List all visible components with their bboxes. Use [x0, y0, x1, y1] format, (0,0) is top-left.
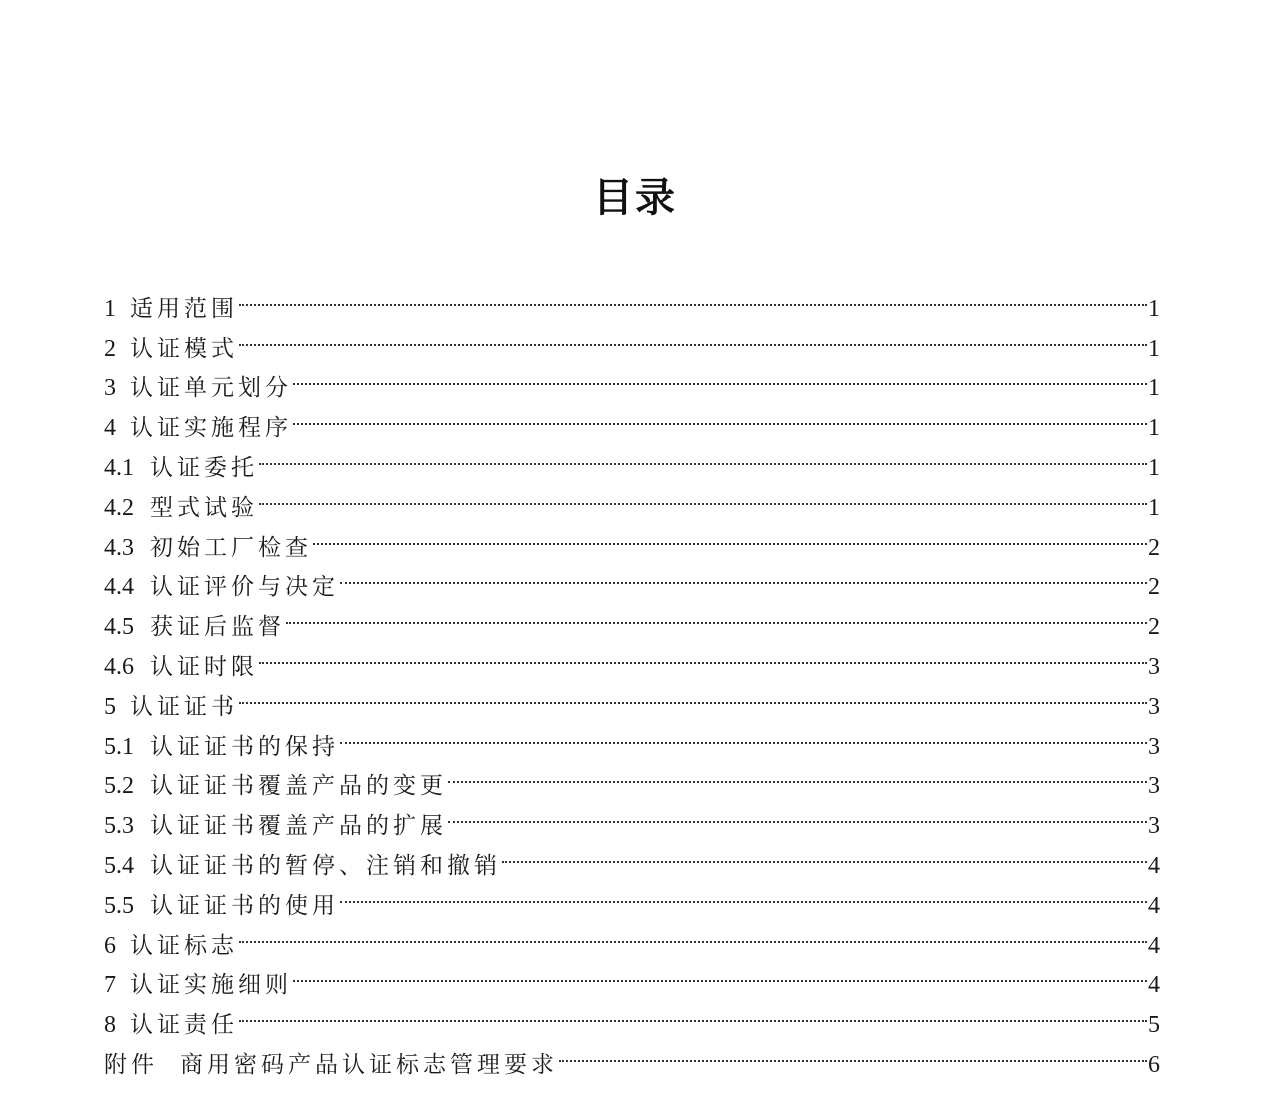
- section-number: 4.3: [104, 534, 134, 561]
- page-number: 6: [1148, 1051, 1160, 1078]
- dot-leader: [259, 435, 1147, 475]
- dot-leader: [313, 515, 1147, 555]
- toc-entry[interactable]: [104, 475, 1160, 521]
- page-number: 4: [1148, 972, 1160, 999]
- toc-entry[interactable]: [104, 674, 1160, 720]
- section-number: 1: [104, 295, 116, 322]
- dot-leader: [239, 316, 1147, 356]
- page-number: 1: [1148, 295, 1160, 322]
- section-number: 3: [104, 375, 116, 402]
- page-number: 2: [1148, 574, 1160, 601]
- section-number: 5.1: [104, 733, 134, 760]
- page-number: 1: [1148, 454, 1160, 481]
- section-title: 认证单元划分: [130, 375, 292, 402]
- section-number: 8: [104, 1012, 116, 1039]
- dot-leader: [340, 714, 1147, 754]
- section-number: 4.4: [104, 574, 134, 601]
- dot-leader: [293, 356, 1147, 396]
- toc-entry-annex[interactable]: [104, 1032, 1160, 1078]
- toc-entry[interactable]: [104, 714, 1160, 760]
- dot-leader: [239, 674, 1147, 714]
- section-number: 7: [104, 972, 116, 999]
- page-number: 2: [1148, 614, 1160, 641]
- section-title: 获证后监督: [150, 614, 285, 641]
- toc-entry[interactable]: [104, 913, 1160, 959]
- section-number: 4.1: [104, 454, 134, 481]
- dot-leader: [448, 754, 1147, 794]
- annex-title: 商用密码产品认证标志管理要求: [180, 1051, 558, 1078]
- toc-entry[interactable]: [104, 435, 1160, 481]
- page-number: 1: [1148, 375, 1160, 402]
- dot-leader: [259, 634, 1147, 674]
- dot-leader: [286, 594, 1147, 634]
- section-title: 适用范围: [130, 295, 238, 322]
- page-number: 4: [1148, 892, 1160, 919]
- toc-entry[interactable]: [104, 634, 1160, 680]
- section-number: 5: [104, 693, 116, 720]
- toc-entry[interactable]: [104, 992, 1160, 1039]
- dot-leader: [293, 395, 1147, 435]
- section-number: 5.2: [104, 773, 134, 800]
- section-title: 认证标志: [130, 932, 238, 959]
- toc-entry[interactable]: [104, 953, 1160, 999]
- page-number: 3: [1148, 773, 1160, 800]
- table-of-contents: [104, 276, 1160, 1078]
- dot-leader: [259, 475, 1147, 515]
- section-title: 认证责任: [130, 1012, 238, 1039]
- page-number: 1: [1148, 494, 1160, 521]
- section-number: 2: [104, 335, 116, 362]
- section-title: 型式试验: [150, 494, 258, 521]
- page-number: 5: [1148, 1012, 1160, 1039]
- page-title: 目录: [593, 175, 677, 221]
- section-title: 认证证书覆盖产品的扩展: [150, 813, 447, 840]
- section-title: 认证实施细则: [130, 972, 292, 999]
- section-title: 认证模式: [130, 335, 238, 362]
- annex-prefix: 附件: [104, 1051, 158, 1078]
- dot-leader: [239, 992, 1147, 1032]
- page-number: 1: [1148, 335, 1160, 362]
- dot-leader: [239, 276, 1147, 316]
- section-title: 认证证书的使用: [150, 892, 339, 919]
- page-number: 2: [1148, 534, 1160, 561]
- section-title: 认证时限: [150, 653, 258, 680]
- dot-leader: [448, 793, 1147, 833]
- section-title: 认证委托: [150, 454, 258, 481]
- page-number: 4: [1148, 852, 1160, 879]
- page-number: 3: [1148, 813, 1160, 840]
- page-number: 3: [1148, 693, 1160, 720]
- toc-entry[interactable]: [104, 356, 1160, 402]
- section-number: 4.6: [104, 653, 134, 680]
- dot-leader: [559, 1032, 1147, 1072]
- section-title: 初始工厂检查: [150, 534, 312, 561]
- section-number: 5.3: [104, 813, 134, 840]
- section-number: 5.5: [104, 892, 134, 919]
- section-title: 认证实施程序: [130, 415, 292, 442]
- section-title: 认证证书的暂停、注销和撤销: [150, 852, 501, 879]
- dot-leader: [340, 873, 1147, 913]
- section-title: 认证证书的保持: [150, 733, 339, 760]
- page-number: 1: [1148, 415, 1160, 442]
- toc-entry[interactable]: [104, 316, 1160, 362]
- dot-leader: [239, 913, 1147, 953]
- section-title: 认证评价与决定: [150, 574, 339, 601]
- section-title: 认证证书: [130, 693, 238, 720]
- page-number: 3: [1148, 733, 1160, 760]
- page-number: 3: [1148, 653, 1160, 680]
- section-number: 4: [104, 415, 116, 442]
- section-title: 认证证书覆盖产品的变更: [150, 773, 447, 800]
- dot-leader: [293, 953, 1147, 993]
- section-number: 4.5: [104, 614, 134, 641]
- section-number: 4.2: [104, 494, 134, 521]
- dot-leader: [340, 555, 1147, 595]
- section-number: 5.4: [104, 852, 134, 879]
- dot-leader: [502, 833, 1147, 873]
- toc-entry[interactable]: [104, 515, 1160, 561]
- section-number: 6: [104, 932, 116, 959]
- page-number: 4: [1148, 932, 1160, 959]
- toc-entry[interactable]: [104, 276, 1160, 322]
